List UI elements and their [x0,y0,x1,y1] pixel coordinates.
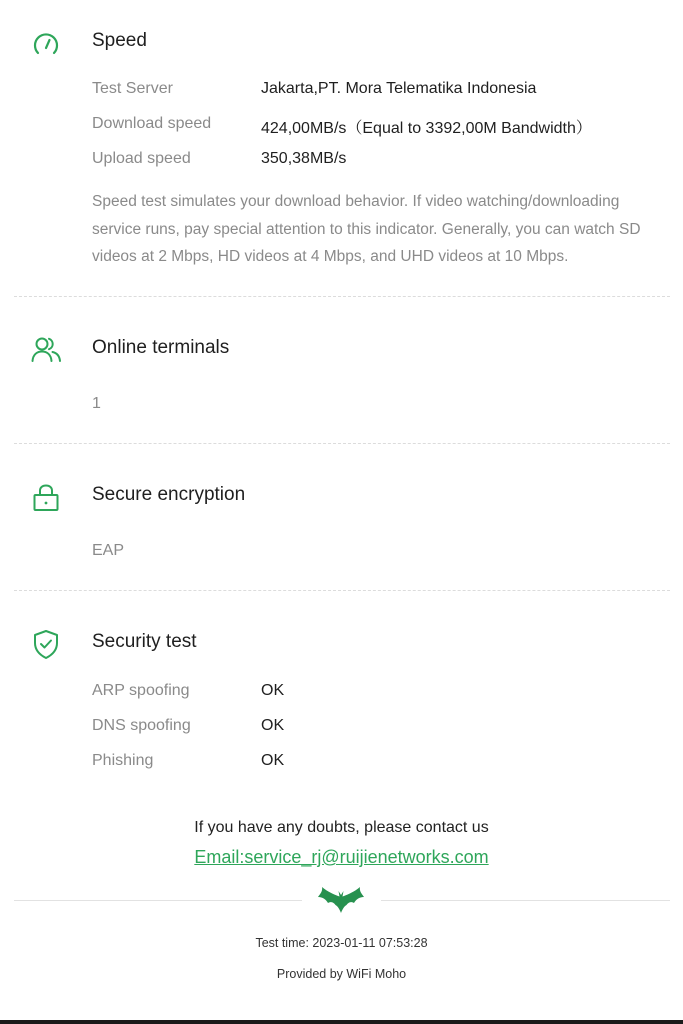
speedometer-icon [30,27,62,59]
phishing-value: OK [261,752,285,769]
speed-row-server [92,80,672,104]
dns-label: DNS spoofing [92,717,191,734]
divider [14,296,670,297]
speed-title: Speed [92,30,147,51]
download-label: Download speed [92,115,212,132]
divider [14,590,670,591]
encryption-value: EAP [92,542,125,559]
users-icon [30,334,62,366]
download-value: 424,00MB/s（Equal to 3392,00M Bandwidth） [261,120,592,137]
bat-logo-icon [318,886,364,914]
terminals-value: 1 [92,395,101,412]
provided-by: Provided by WiFi Moho [276,967,407,981]
encryption-header [0,476,683,516]
lock-icon [30,481,62,513]
contact-email-link[interactable]: Email:service_rj@ruijienetworks.com [194,847,489,867]
divider [14,443,670,444]
speed-row-upload [92,150,672,174]
arp-label: ARP spoofing [92,682,190,699]
footer-rule-right [381,900,670,901]
bottom-edge-bar [0,1020,683,1024]
security-title: Security test [92,631,197,652]
security-header [0,623,683,663]
terminals-header [0,329,683,369]
arp-value: OK [261,682,285,699]
phishing-label: Phishing [92,752,154,769]
security-row-dns [92,717,672,741]
contact-email-wrap [0,847,683,868]
contact-question: If you have any doubts, please contact us [194,819,489,836]
server-label: Test Server [92,80,173,97]
upload-value: 350,38MB/s [261,150,347,167]
shield-check-icon [30,628,62,660]
speed-header [0,22,683,62]
speed-row-download [92,115,672,139]
encryption-title: Secure encryption [92,484,246,505]
security-row-arp [92,682,672,706]
dns-value: OK [261,717,285,734]
server-value: Jakarta,PT. Mora Telematika Indonesia [261,80,537,97]
speed-description: Speed test simulates your download behavior. If video watching/downloading service runs, pay special attention to this indicator. Generally, you can watch SD videos at 2 Mbps, HD videos at 4 Mbps, and UHD videos at 10 Mbps. [92,193,641,265]
upload-label: Upload speed [92,150,191,167]
test-time: Test time: 2023-01-11 07:53:28 [255,936,428,950]
footer-rule-left [14,900,302,901]
terminals-title: Online terminals [92,337,230,358]
security-row-phishing [92,752,672,776]
